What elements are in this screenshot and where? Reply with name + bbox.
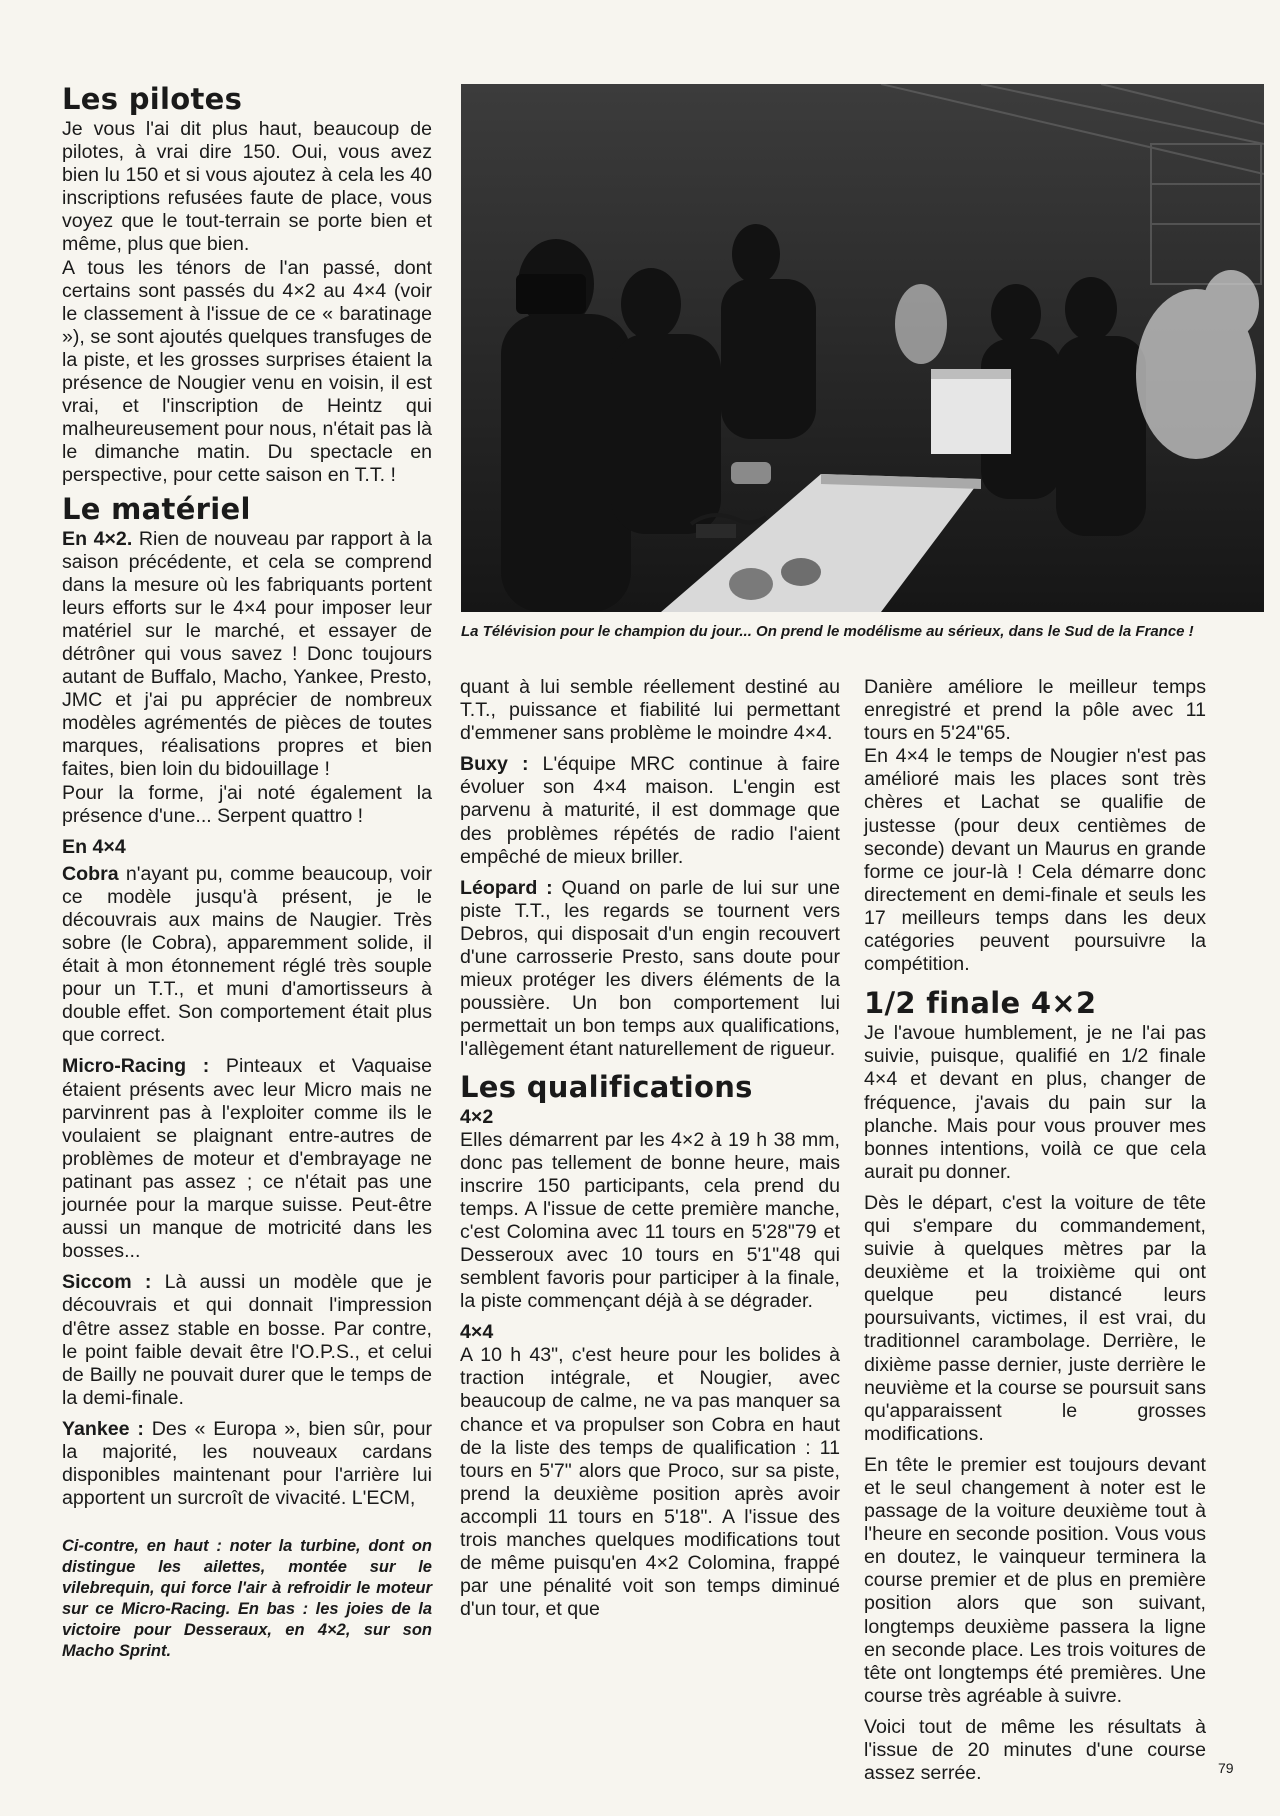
paragraph: Pour la forme, j'ai noté également la présence d'une... Serpent quattro ! <box>62 781 432 827</box>
paragraph: quant à lui semble réellement destiné au T.T., puissance et fiabilité lui permettant d'emmener sans problème le moindre 4×4. <box>460 676 840 745</box>
event-photo <box>461 84 1264 612</box>
lead-in: Léopard : <box>460 876 553 899</box>
page-number: 79 <box>1218 1760 1234 1776</box>
paragraph-text: L'équipe MRC continue à faire évoluer son 4×4 maison. L'engin est parvenu à maturité, il est dommage que des problèmes répétés de radio l'aient empêché de mieux briller. <box>460 753 840 868</box>
paragraph <box>460 877 840 1062</box>
paragraph <box>62 1055 432 1263</box>
section-heading-demi-finale: 1/2 finale 4×2 <box>864 986 1097 1021</box>
paragraph: Voici tout de même les résultats à l'issue de 20 minutes d'une course assez serrée. <box>864 1715 1206 1785</box>
paragraph: Elles démarrent par les 4×2 à 19 h 38 mm, donc pas tellement de bonne heure, mais inscrire 150 participants, cela prend du temps. A l'issue de cette première manche, c'est Colomina avec 11 tours en 5'28"79 et Desseroux avec 10 tours en 5'1"48 qui semblent favoris pour participer à la finale, la piste commençant déjà à se dégrader. <box>460 1128 840 1313</box>
paragraph: Je vous l'ai dit plus haut, beaucoup de pilotes, à vrai dire 150. Oui, vous avez bien lu 150 et si vous ajoutez à cela les 40 inscriptions refusées faute de place, vous voyez que le tout-terrain se porte bien et même, plus que bien. <box>62 118 432 256</box>
lead-in: Cobra <box>62 862 119 885</box>
column-3 <box>864 676 1206 1785</box>
section-heading-qualifications: Les qualifications <box>460 1069 753 1104</box>
section-heading-materiel: Le matériel <box>62 491 251 526</box>
paragraph: Danière améliore le meilleur temps enregistré et prend la pôle avec 11 tours en 5'24"65. <box>864 676 1206 745</box>
photo-caption: La Télévision pour le champion du jour... On prend le modélisme au sérieux, dans le Sud de la France ! <box>461 623 1194 640</box>
paragraph: A tous les ténors de l'an passé, dont certains sont passés du 4×2 au 4×4 (voir le classement à l'issue de ce « baratinage »), se sont ajoutés quelques transfuges de la piste, et les grosses surprises étaient la présence de Nougier venu en voisin, il est vrai, et l'inscription de Heintz qui malheureusement pour nous, n'était pas là le dimanche matin. Du spectacle en perspective, pour cette saison en T.T. ! <box>62 256 432 487</box>
paragraph: Je l'avoue humblement, je ne l'ai pas suivie, puisque, qualifié en 1/2 finale 4×4 et devant en plus, changer de fréquence, j'avais du pain sur la planche. Mais pour vous prouver mes bonnes intentions, voilà ce que cela aurait pu donner. <box>864 1022 1206 1183</box>
photo-image <box>461 84 1264 612</box>
column-2 <box>460 676 840 1621</box>
subheading-4x4: En 4×4 <box>62 835 126 858</box>
paragraph-text: Pinteaux et Vaquaise étaient présents avec leur Micro mais ne parvinrent pas à l'exploiter comme ils le voulaient se plaignant entre-autres de problèmes de moteur et d'embrayage ne patinant pas assez ; ce n'était pas une journée pour la marque suisse. Peut-être aussi un manque de motricité dans les bosses... <box>62 1055 432 1263</box>
paragraph-text: Des « Europa », bien sûr, pour la majorité, les nouveaux cardans disponibles maintenant pour l'arrière lui apportent un surcroît de vivacité. L'ECM, <box>62 1417 432 1510</box>
paragraph <box>62 1271 432 1410</box>
paragraph-text: n'ayant pu, comme beaucoup, voir ce modèle jusqu'à présent, je le découvrais aux mains de Naugier. Très sobre (le Cobra), apparemment solide, il était à mon étonnement réglé très souple pour un T.T., et muni d'amortisseurs à double effet. Son comportement était plus que correct. <box>62 862 432 1047</box>
lead-in: En 4×2. <box>62 527 133 550</box>
lead-in: Micro-Racing : <box>62 1055 210 1078</box>
paragraph: Dès le départ, c'est la voiture de tête qui s'empare du commandement, suivie à quelques mètres par la deuxième et la troixième qui ont quelque peu distancé leurs poursuivants, victimes, il est vrai, du traditionnel carambolage. Derrière, le dixième passe dernier, juste derrière le neuvième et la course se poursuit sans qu'apparaissent le grosses modifications. <box>864 1191 1206 1445</box>
side-caption: Ci-contre, en haut : noter la turbine, dont on distingue les ailettes, montée sur le vilebrequin, qui force l'air à refroidir le moteur sur ce Micro-Racing. En bas : les joies de la victoire pour Desseraux, en 4×2, sur son Macho Sprint. <box>62 1537 432 1661</box>
paragraph <box>62 863 432 1048</box>
subheading-4x2: 4×2 <box>460 1105 494 1128</box>
paragraph-text: Quand on parle de lui sur une piste T.T., les regards se tournent vers Debros, qui disposait d'un engin recouvert d'une carrosserie Presto, sans doute pour mieux protéger les divers éléments de la poussière. Un bon comportement lui permettait un bon temps aux qualifications, l'allègement étant naturellement de rigueur. <box>460 876 840 1061</box>
paragraph <box>62 528 432 782</box>
paragraph-text: Là aussi un modèle que je découvrais et qui donnait l'impression d'être assez stable en bosse. Par contre, le point faible devait être l'O.P.S., et celui de Bailly ne pouvait durer que le temps de la demi-finale. <box>62 1271 432 1409</box>
paragraph-text: Rien de nouveau par rapport à la saison précédente, et cela se comprend dans la mesure où les fabriquants portent leurs efforts sur le 4×4 pour imposer leur matériel sur le marché, et essayer de détrôner qui vous savez ! Donc toujours autant de Buffalo, Macho, Yankee, Presto, JMC et j'ai pu apprécier de nombreux modèles agrémentés de pièces de toutes marques, réalisations propres et bien faites, bien loin du bidouillage ! <box>62 527 432 781</box>
paragraph <box>62 1418 432 1510</box>
subheading-4x4: 4×4 <box>460 1321 494 1344</box>
paragraph: En 4×4 le temps de Nougier n'est pas amélioré mais les places sont très chères et Lachat se qualifie de justesse (pour deux centièmes de seconde) devant un Maurus en grande forme ce jour-là ! Cela démarre donc directement en demi-finale et seuls les 17 meilleurs temps dans les deux catégories peuvent poursuivre la compétition. <box>864 745 1206 976</box>
paragraph: A 10 h 43", c'est heure pour les bolides à traction intégrale, et Nougier, avec beaucoup de calme, ne va pas manquer sa chance et va propulser son Cobra en haut de la liste des temps de qualification : 11 tours en 5'7" alors que Proco, sur sa piste, prend la deuxième position après avoir accompli 11 tours en 5'18". A l'issue des trois manches quelques modifications tout de même puisqu'en 4×2 Colomina, frappé par une pénalité voit son temps diminué d'un tour, et que <box>460 1344 840 1621</box>
section-heading-pilotes: Les pilotes <box>62 82 243 116</box>
lead-in: Siccom : <box>62 1271 152 1294</box>
lead-in: Yankee : <box>62 1417 144 1440</box>
column-1 <box>62 80 432 1662</box>
paragraph <box>460 753 840 868</box>
lead-in: Buxy : <box>460 753 529 776</box>
paragraph: En tête le premier est toujours devant et le seul changement à noter est le passage de la voiture deuxième tout à l'heure en seconde position. Vous vous en doutez, le vainqueur terminera la course premier et de plus en première position alors que son suivant, longtemps deuxième passera la ligne en seconde place. Les trois voitures de tête ont longtemps été premières. Une course très agréable à suivre. <box>864 1453 1206 1707</box>
